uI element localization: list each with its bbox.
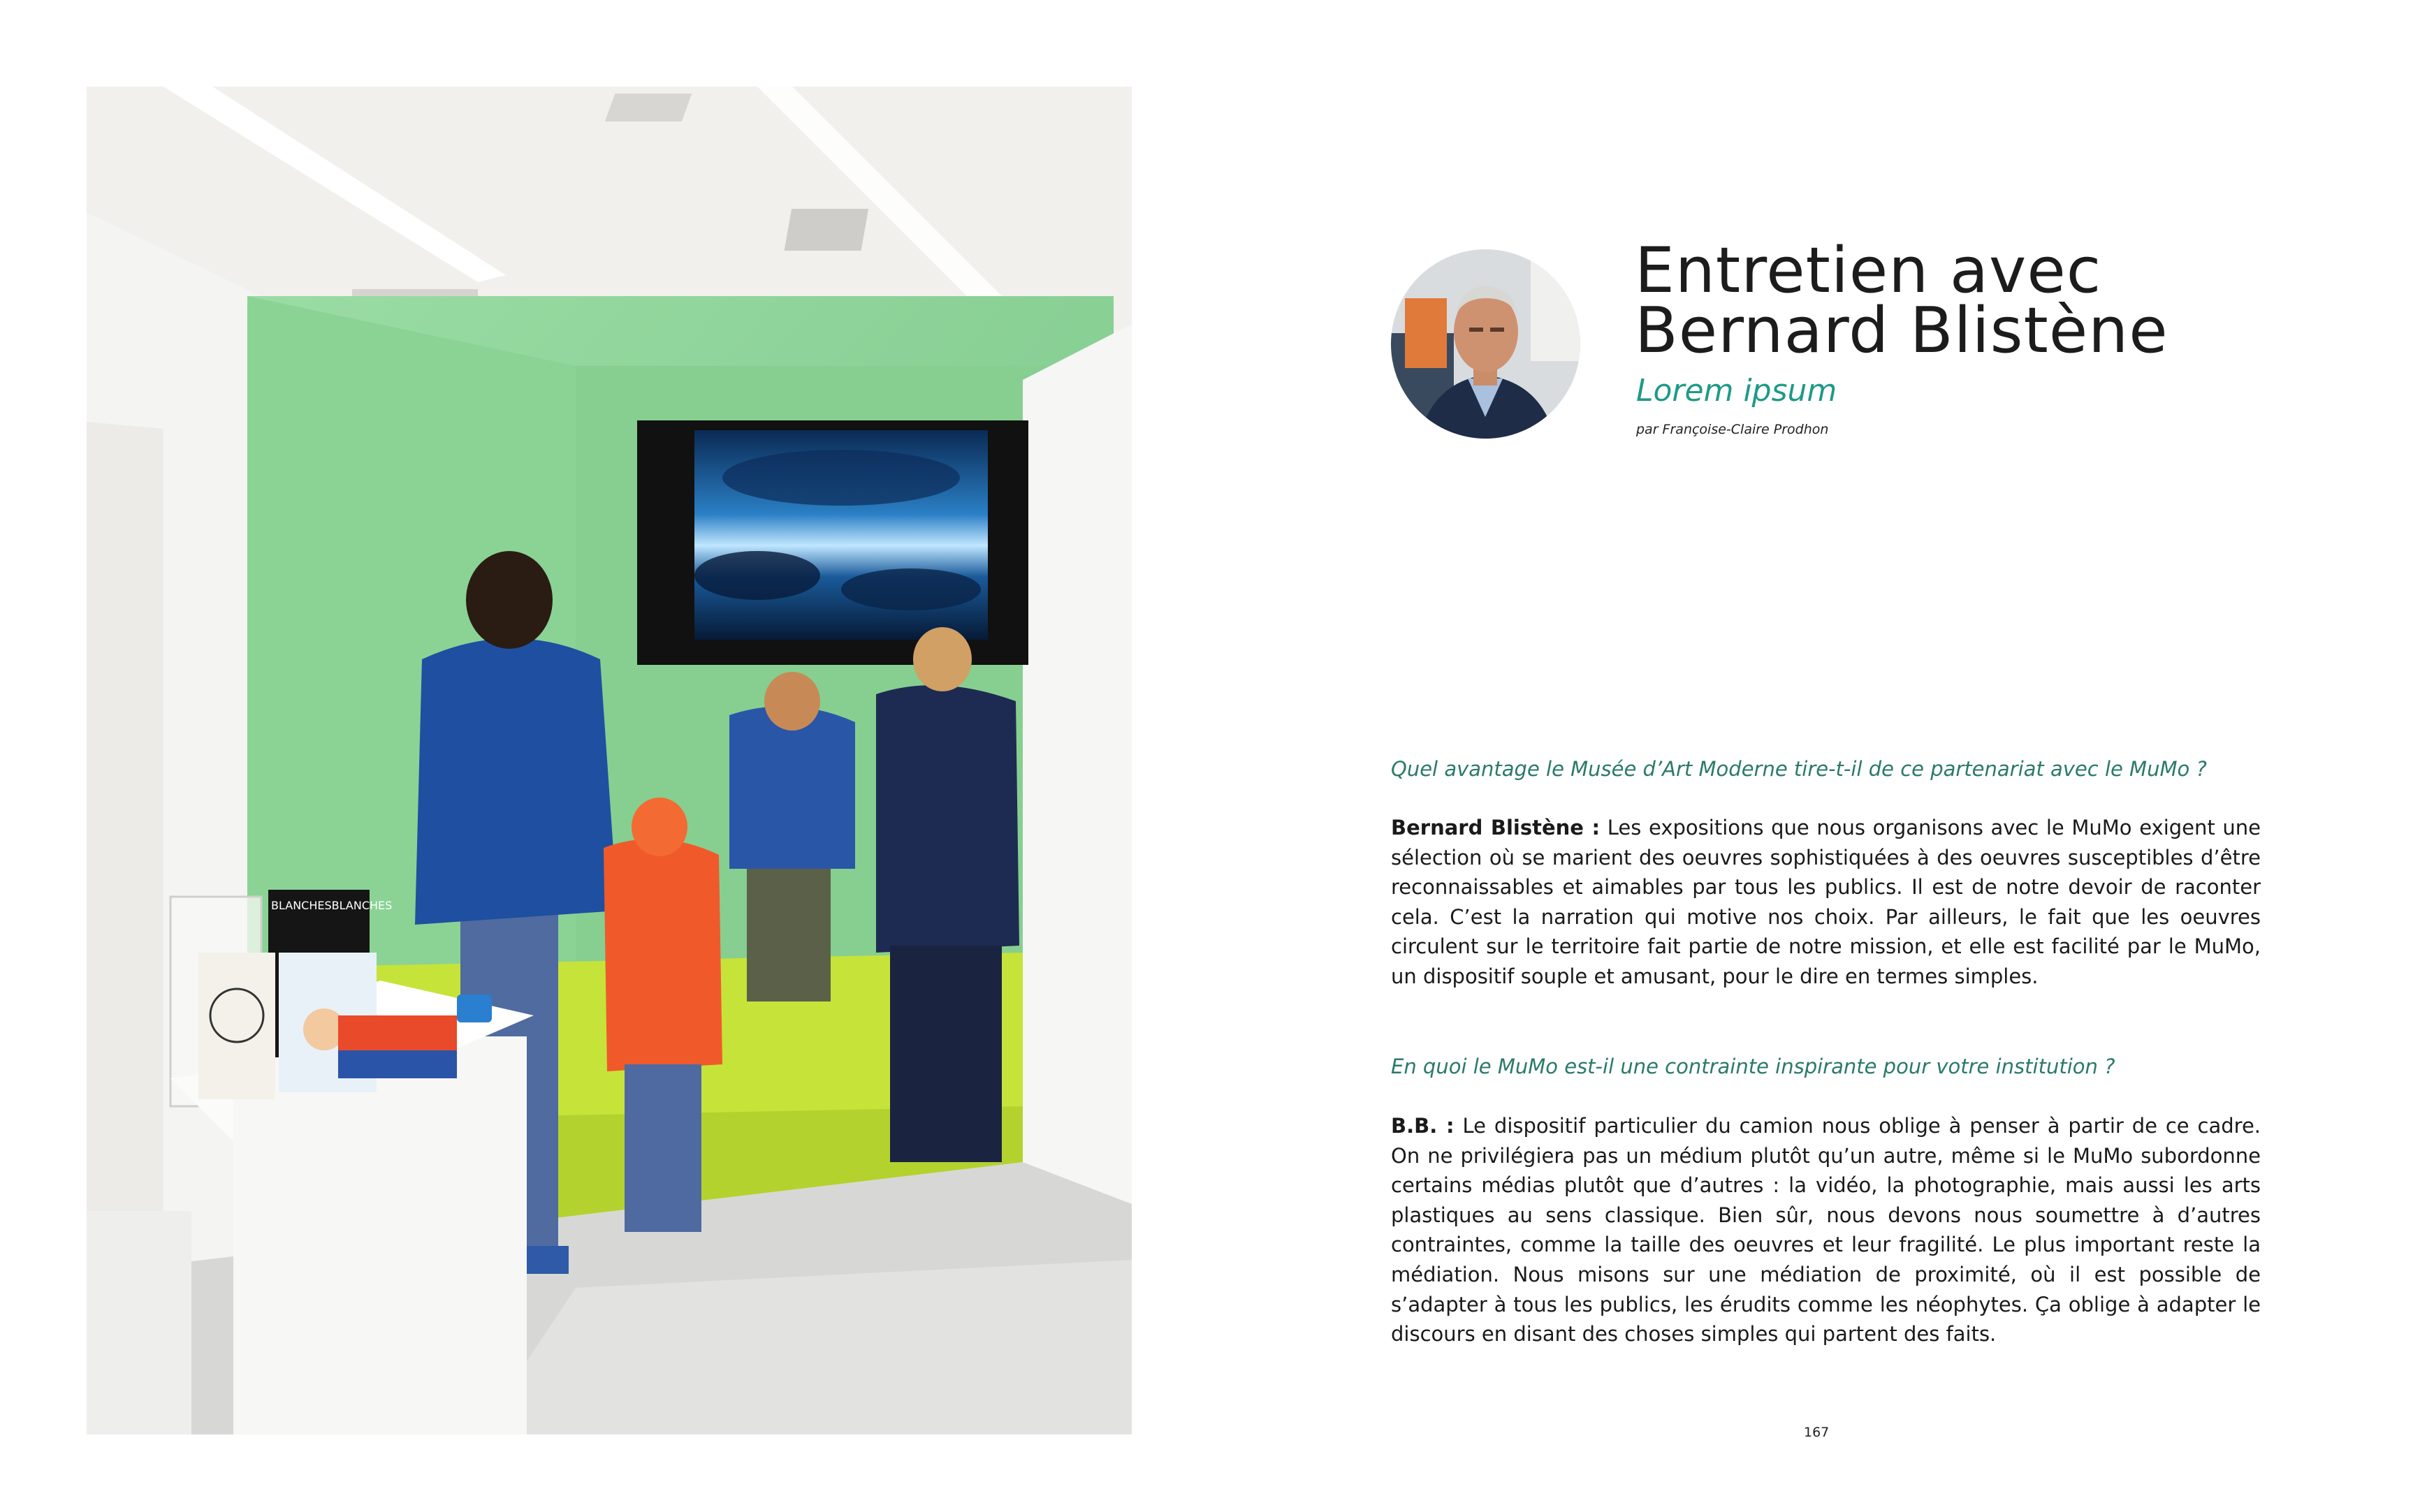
page-number: 167 <box>1804 1425 1830 1440</box>
portrait-illustration <box>1391 249 1580 439</box>
interviewee-portrait <box>1391 249 1580 439</box>
question-1: Quel avantage le Musée d’Art Moderne tire-t-il de ce partenariat avec le MuMo ? <box>1391 757 2207 781</box>
article-title-line2: Bernard Blistène <box>1635 294 2168 367</box>
question-2: En quoi le MuMo est-il une contrainte inspirante pour votre institution ? <box>1391 1055 2115 1078</box>
article-title-line1: Entretien avec <box>1635 234 2102 307</box>
answer-2-speaker: B.B. : <box>1391 1114 1455 1138</box>
exhibition-photo <box>87 87 1132 1434</box>
article-byline: par Françoise-Claire Prodhon <box>1636 422 1829 437</box>
article-subtitle: Lorem ipsum <box>1636 373 1837 409</box>
answer-1-text: Les expositions que nous organisons avec le MuMo exigent une sélection où se marient des oeuvres sophistiquées à des oeuvres susceptibles d’être reconnaissables et aimables par tous les publics. Il est de notre devoir de raconter cela. C’est la narration qui motive nos choix. Par ailleurs, le fait que les oeuvres circulent sur le territoire fait partie de notre mission, et elle est facilité par le MuMo, un dispositif souple et amusant, pour le dire en termes simples. <box>1391 816 2261 988</box>
answer-1-speaker: Bernard Blistène : <box>1391 816 1601 839</box>
answer-2-text: Le dispositif particulier du camion nous oblige à penser à partir de ce cadre. On ne privilégiera pas un médium plutôt qu’un autre, même si le MuMo subordonne certains médias plutôt que d’autres : la vidéo, la photographie, mais aussi les arts plastiques au sens classique. Bien sûr, nous devons nous soumettre à d’autres contraintes, comme la taille des oeuvres et leur fragilité. Le plus important reste la médiation. Nous misons sur une médiation de proximité, où il est possible de s’adapter à tous les publics, les érudits comme les néophytes. Ça oblige à adapter le discours en disant des choses simples qui partent des faits. <box>1391 1114 2261 1346</box>
book-cover-text: BLANCHESBLANCHES <box>271 899 393 912</box>
answer-1 <box>1391 813 2261 992</box>
answer-2 <box>1391 1111 2261 1349</box>
exhibition-photo-illustration <box>87 87 1132 1434</box>
article-title <box>1635 234 2168 367</box>
